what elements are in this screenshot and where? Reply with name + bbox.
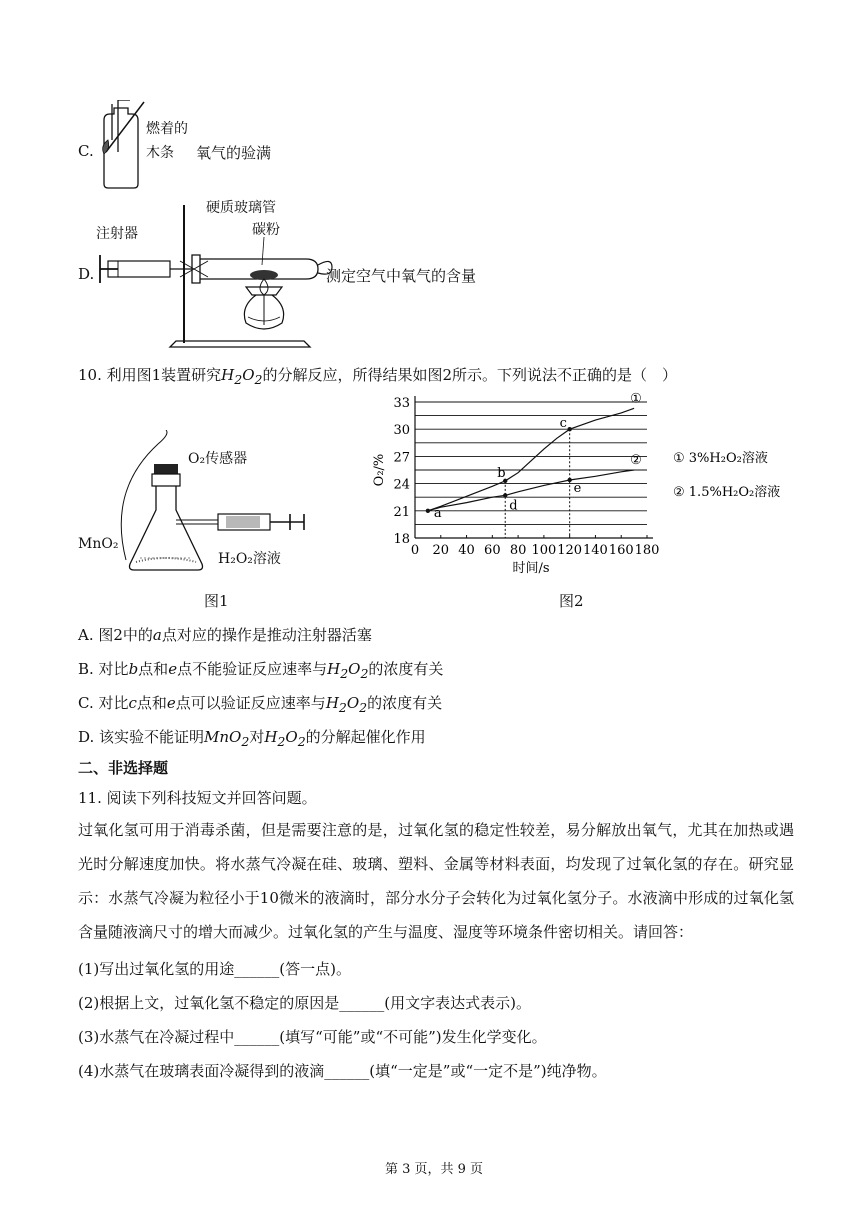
q10-stem-pre: 10. 利用图1装置研究: [78, 366, 222, 384]
q10-option-a: [78, 624, 372, 645]
x-tick-label: 120: [557, 543, 583, 558]
y-tick-label: 27: [393, 450, 410, 466]
o2-concentration-chart: [355, 390, 795, 580]
mno2-label: MnO₂: [78, 536, 119, 552]
tube-label: 硬质玻璃管: [206, 200, 276, 216]
page-footer: 第 3 页，共 9 页: [384, 1162, 484, 1177]
point-label: c: [559, 416, 567, 432]
q11-passage: 过氧化氢可用于消毒杀菌，但是需要注意的是，过氧化氢的稳定性较差，易分解放出氧气，尤其在加热或遇光时分解速度加快。将水蒸气冷凝在硅、玻璃、塑料、金属等材料表面，均发现了过氧化氢的存在。研究显示：水蒸气冷凝为粒径小于10微米的液滴时，部分水分子会转化为过氧化氢分子。水液滴中形成的过氧化氢含量随液滴尺寸的增大而减少。过氧化氢的产生与温度、湿度等环境条件密切相关。请回答：: [78, 821, 794, 941]
q11-sub4: (4)水蒸气在玻璃表面冷凝得到的液滴______(填“一定是”或“一定不是”)纯净物。: [78, 1062, 607, 1080]
legend-entry: ② 1.5%H₂O₂溶液: [673, 485, 781, 500]
series-end-label: ②: [630, 453, 642, 468]
q10-option-d: [78, 726, 426, 749]
point-label: a: [433, 505, 442, 521]
x-tick-label: 80: [509, 543, 527, 558]
h2o2-solution-label: H₂O₂溶液: [218, 551, 281, 567]
figure-1-caption: 图1: [204, 592, 229, 610]
q10-option-c: [78, 692, 442, 715]
q10-option-b: [78, 658, 443, 681]
q10-option-b-tail: 的浓度有关: [368, 660, 444, 678]
q10-option-c-pre: C. 对比: [78, 694, 129, 712]
q10-option-c-mid: 点和: [136, 694, 167, 712]
q10-option-a-var: a: [152, 626, 162, 644]
q10-option-a-pre: A. 图2中的: [78, 626, 153, 644]
q11-sub2: (2)根据上文，过氧化氢不稳定的原因是______(用文字表达式表示)。: [78, 994, 531, 1012]
q10-formula: $H_2O_2$: [221, 366, 263, 387]
q10-option-b-formula: $H_2O_2$: [327, 660, 369, 681]
q10-option-a-post: 点对应的操作是推动注射器活塞: [161, 626, 372, 644]
burning-stick-label-2: 木条: [146, 145, 174, 161]
y-axis-label: O₂/%: [372, 453, 387, 487]
q10-option-c-v1: c: [128, 694, 137, 712]
combustion-apparatus-illustration: [96, 195, 336, 353]
x-tick-label: 140: [583, 543, 608, 558]
q10-option-c-post: 点可以验证反应速率与: [175, 694, 326, 712]
option-c-caption: 氧气的验满: [196, 144, 272, 162]
x-tick-label: 100: [531, 543, 557, 558]
series-end-label: ①: [630, 391, 642, 407]
q10-option-b-pre: B. 对比: [78, 660, 129, 678]
option-c: [78, 100, 378, 192]
q10-option-d-formula-h2o2: $H_2O_2$: [264, 728, 306, 749]
q11-sub1: (1)写出过氧化氢的用途______(答一点)。: [78, 960, 351, 978]
x-tick-label: 160: [608, 543, 634, 558]
figure-2: [355, 390, 795, 615]
q10-option-d-pre: D. 该实验不能证明: [78, 728, 205, 746]
x-tick-label: 20: [432, 543, 450, 558]
x-tick-label: 40: [458, 543, 475, 558]
q10-option-c-formula: $H_2O_2$: [325, 694, 368, 715]
x-axis-label: 时间/s: [512, 561, 550, 576]
option-d-caption: 测定空气中氧气的含量: [326, 267, 477, 285]
point-label: b: [497, 465, 506, 481]
data-point: [426, 509, 430, 513]
q10-option-d-formula-mno2: MnO$_2$: [204, 728, 250, 749]
series-line-2: [428, 470, 634, 514]
q10-option-b-v2: e: [168, 660, 178, 678]
syringe-label: 注射器: [96, 226, 138, 242]
section-2-heading: 二、非选择题: [78, 759, 169, 777]
burning-stick-label-1: 燃着的: [146, 121, 188, 137]
q10-option-b-v1: b: [128, 660, 139, 678]
q10-option-d-mid: 对: [249, 728, 265, 746]
data-point: [567, 478, 571, 482]
y-tick-label: 30: [393, 423, 410, 439]
data-point: [503, 493, 507, 497]
option-d: [78, 195, 508, 355]
x-tick-label: 60: [484, 543, 501, 558]
y-tick-label: 33: [393, 396, 410, 411]
y-tick-label: 24: [393, 477, 410, 493]
point-label: e: [573, 480, 582, 496]
x-tick-label: 0: [410, 543, 420, 558]
x-tick-label: 180: [634, 543, 660, 558]
point-label: d: [509, 498, 518, 514]
q11-stem: 11. 阅读下列科技短文并回答问题。: [78, 789, 317, 807]
q10-option-d-post: 的分解起催化作用: [305, 728, 426, 746]
q10-stem: [78, 364, 677, 387]
y-tick-label: 18: [393, 532, 410, 547]
o2-sensor-label: O₂传感器: [188, 451, 248, 467]
q10-option-b-mid: 点和: [138, 660, 169, 678]
q10-option-b-post: 点不能验证反应速率与: [177, 660, 328, 678]
data-point: [567, 427, 571, 431]
q11-sub3: (3)水蒸气在冷凝过程中______(填写“可能”或“不可能”)发生化学变化。: [78, 1028, 547, 1046]
y-tick-label: 21: [393, 504, 410, 520]
figure-1: [78, 430, 338, 615]
series-line-1: [428, 408, 634, 514]
option-d-letter: D.: [78, 265, 95, 283]
figure-2-caption: 图2: [559, 592, 584, 610]
q10-option-c-tail: 的浓度有关: [367, 694, 443, 712]
carbon-label: 碳粉: [252, 222, 280, 238]
option-c-letter: C.: [78, 142, 94, 160]
legend-entry: ① 3%H₂O₂溶液: [673, 451, 768, 466]
q10-stem-post: 的分解反应，所得结果如图2所示。下列说法不正确的是（ ）: [262, 366, 678, 384]
q10-option-c-v2: e: [166, 694, 176, 712]
